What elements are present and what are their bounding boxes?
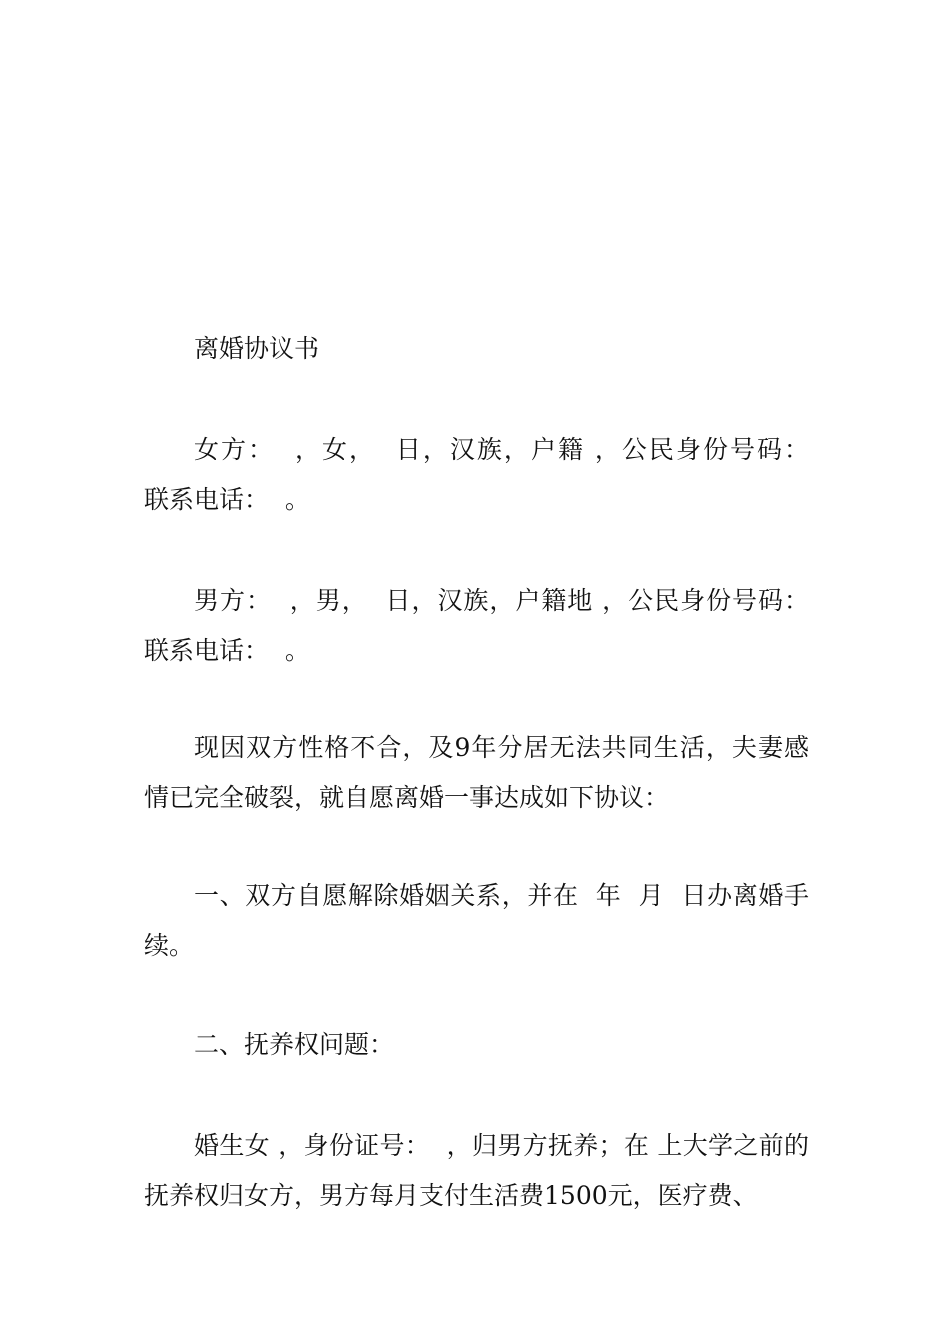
paragraph-clause-one: 一、双方自愿解除婚姻关系，并在 年 月 日办离婚手续。 [144, 881, 809, 960]
paragraph-clause-two-heading: 二、抚养权问题： [194, 1030, 395, 1059]
paragraph-male-party: 男方： ，男， 日，汉族，户籍地 ，公民身份号码： 联系电话： 。 [144, 586, 841, 665]
paragraph-female-party: 女方： ，女， 日，汉族，户籍 ，公民身份号码： 联系电话： 。 [144, 435, 841, 514]
document-title: 离婚协议书 [194, 334, 320, 363]
paragraph-custody: 婚生女 ，身份证号： ，归男方抚养；在 上大学之前的抚养权归女方，男方每月支付生活费1500元，医疗费、 [144, 1131, 809, 1210]
paragraph-reason: 现因双方性格不合，及9年分居无法共同生活，夫妻感情已完全破裂，就自愿离婚一事达成如下协议： [144, 733, 809, 812]
